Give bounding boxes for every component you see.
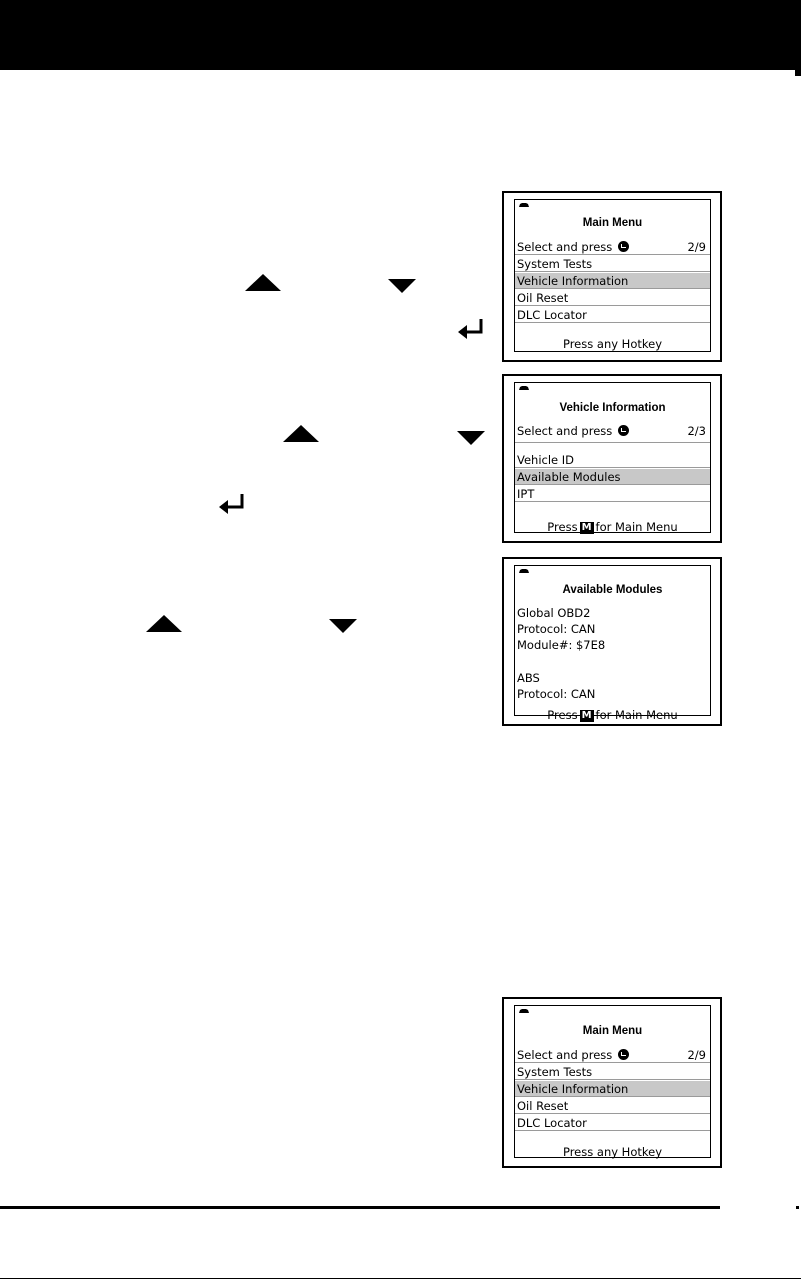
main-menu-screen-repeat (502, 997, 722, 1168)
page-counter: 2/3 (687, 424, 706, 438)
module-line: Protocol: CAN (517, 687, 596, 701)
menu-item-oil-reset[interactable]: Oil Reset (515, 1098, 710, 1114)
page-counter: 2/9 (687, 1048, 706, 1062)
menu-item-dlc-locator[interactable]: DLC Locator (515, 1115, 710, 1131)
screen-title: Available Modules (562, 584, 663, 596)
module-line: Protocol: CAN (517, 622, 596, 636)
menu-item-system-tests[interactable]: System Tests (515, 256, 710, 272)
m-key-icon: M (581, 522, 592, 533)
vehicle-information-screen (502, 374, 722, 543)
menu-item-system-tests[interactable]: System Tests (515, 1064, 710, 1080)
available-modules-screen (502, 557, 722, 726)
hotkey-hint: Press any Hotkey (562, 1145, 663, 1159)
up-arrow-icon (245, 274, 281, 291)
down-arrow-icon (388, 279, 416, 293)
hotkey-hint: Press any Hotkey (562, 337, 663, 351)
select-prompt-row: Select and press 2/9 (515, 239, 710, 255)
m-key-icon: M (581, 710, 592, 721)
menu-item-ipt[interactable]: IPT (515, 486, 710, 502)
module-line: ABS (517, 671, 540, 685)
enter-button-icon (618, 241, 629, 252)
footer-rule (0, 1206, 720, 1209)
header-bar (0, 0, 801, 70)
main-menu-screen (502, 191, 722, 362)
header-edge (795, 70, 801, 76)
screen-title: Main Menu (582, 1025, 643, 1037)
down-arrow-icon (457, 431, 485, 445)
car-icon (518, 385, 530, 391)
car-icon (518, 202, 530, 208)
select-prompt-row: Select and press 2/3 (517, 424, 706, 438)
menu-item-vehicle-id[interactable]: Vehicle ID (515, 452, 710, 468)
down-arrow-icon (329, 619, 357, 633)
screen-title: Main Menu (582, 217, 643, 229)
enter-icon (457, 318, 485, 340)
up-arrow-icon (146, 615, 182, 632)
enter-button-icon (618, 1049, 629, 1060)
menu-item-available-modules[interactable]: Available Modules (515, 469, 710, 485)
screen-title: Vehicle Information (559, 402, 666, 414)
bottom-rule (0, 1278, 801, 1279)
car-icon (518, 1008, 530, 1014)
main-menu-hint: Press M for Main Menu (547, 520, 678, 534)
enter-icon (218, 493, 246, 515)
menu-item-oil-reset[interactable]: Oil Reset (515, 290, 710, 306)
menu-item-vehicle-information[interactable]: Vehicle Information (515, 273, 710, 289)
up-arrow-icon (283, 425, 319, 442)
module-line: Module#: $7E8 (517, 638, 606, 652)
divider (515, 435, 710, 443)
main-menu-hint: Press M for Main Menu (547, 708, 678, 722)
menu-item-vehicle-information[interactable]: Vehicle Information (515, 1081, 710, 1097)
footer-tick (796, 1206, 799, 1209)
page-counter: 2/9 (687, 240, 706, 254)
car-icon (518, 568, 530, 574)
select-prompt-row: Select and press 2/9 (515, 1047, 710, 1063)
menu-item-dlc-locator[interactable]: DLC Locator (515, 307, 710, 323)
module-line: Global OBD2 (517, 606, 591, 620)
